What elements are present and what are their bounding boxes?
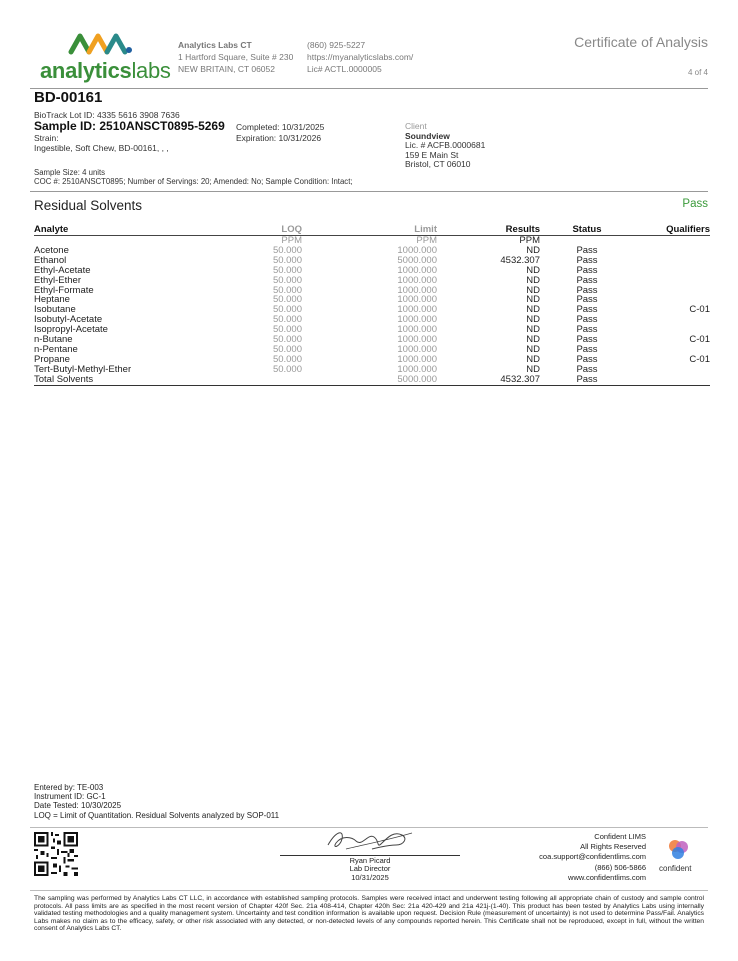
signatory-title: Lab Director — [349, 864, 391, 874]
client-name: Soundview — [405, 130, 450, 141]
analyte-cell: Isobutyl-Acetate — [34, 314, 103, 326]
status-cell: Pass — [576, 254, 598, 266]
sample-size: Sample Size: 4 units — [34, 168, 106, 177]
analyte-cell: Tert-Butyl-Methyl-Ether — [34, 363, 132, 375]
limit-cell: 1000.000 — [397, 294, 437, 306]
analyte-cell: Propane — [34, 353, 70, 365]
qualifier-cell: C-01 — [689, 304, 710, 316]
qr-code-icon[interactable] — [34, 832, 78, 876]
unit-limit: PPM — [416, 235, 437, 246]
result-cell: ND — [526, 294, 540, 306]
qualifier-cell: C-01 — [689, 334, 710, 346]
lab-name: Analytics Labs CT — [178, 40, 252, 50]
unit-results: PPM — [519, 235, 540, 246]
client-label: Client — [405, 121, 427, 131]
table-row — [34, 335, 710, 345]
header-status: Status — [540, 224, 634, 236]
limit-cell: 1000.000 — [397, 334, 437, 346]
strain-label: Strain: — [34, 133, 59, 143]
client-address-2: Bristol, CT 06010 — [405, 159, 471, 169]
total-qualifier-cell — [634, 375, 710, 385]
total-row — [34, 375, 710, 385]
confident-name: Confident LIMS — [594, 832, 646, 841]
result-cell: ND — [526, 304, 540, 316]
table-row — [34, 305, 710, 315]
page-number: 4 of 4 — [687, 68, 708, 77]
status-cell: Pass — [576, 264, 598, 276]
client-block — [405, 122, 485, 170]
status-cell: Pass — [576, 244, 598, 256]
table-row — [34, 286, 710, 296]
qualifier-cell — [634, 365, 710, 375]
table-row — [34, 365, 710, 375]
client-license: Lic. # ACFB.0000681 — [405, 140, 486, 150]
qualifier-cell — [634, 276, 710, 286]
sample-description: Ingestible, Soft Chew, BD-00161, , , — [34, 143, 169, 153]
signatory — [330, 857, 410, 882]
analyte-cell: Ethyl-Acetate — [34, 264, 91, 276]
qualifier-cell — [634, 286, 710, 296]
residual-solvents-table — [34, 224, 710, 386]
analytics-labs-logo-icon — [68, 30, 134, 56]
table-row — [34, 246, 710, 256]
section-title: Residual Solvents — [34, 198, 143, 213]
lab-license: Lic# ACTL.0000005 — [307, 64, 382, 74]
document-title: Certificate of Analysis — [574, 34, 708, 50]
limit-cell: 1000.000 — [397, 304, 437, 316]
result-cell: ND — [526, 244, 540, 256]
client-address-1: 159 E Main St — [405, 149, 459, 160]
result-cell: 4532.307 — [500, 254, 540, 266]
table-row — [34, 345, 710, 355]
table-row — [34, 276, 710, 286]
loq-cell: 50.000 — [272, 343, 302, 355]
result-cell: ND — [526, 264, 540, 276]
status-cell: Pass — [576, 334, 598, 346]
confident-rights: All Rights Reserved — [580, 842, 646, 852]
total-limit-cell: 5000.000 — [302, 375, 437, 385]
sample-id: Sample ID: 2510ANSCT0895-5269 — [34, 119, 225, 133]
analyte-cell: n-Butane — [34, 334, 73, 346]
lab-contact — [307, 39, 413, 75]
limit-cell: 1000.000 — [397, 284, 437, 296]
test-notes — [34, 783, 279, 820]
status-cell: Pass — [576, 324, 598, 336]
limit-cell: 1000.000 — [397, 264, 437, 276]
limit-cell: 1000.000 — [397, 343, 437, 355]
header-results: Results — [437, 224, 540, 236]
logo-wordmark: analyticslabs — [40, 58, 171, 83]
analyte-cell: Isopropyl-Acetate — [34, 324, 108, 336]
lab-address: Analytics Labs CT 1 Hartford Square, Suite # 230 NEW BRITAIN, CT 06052 — [178, 40, 294, 74]
section-result-badge: Pass — [682, 198, 708, 210]
result-cell: ND — [526, 334, 540, 346]
loq-cell: 50.000 — [272, 314, 302, 326]
total-result-cell: 4532.307 — [437, 375, 540, 385]
status-cell: Pass — [576, 363, 598, 375]
signature-icon — [322, 827, 418, 855]
limit-cell: 1000.000 — [397, 353, 437, 365]
signatory-name: Ryan Picard — [349, 856, 391, 865]
status-cell: Pass — [576, 343, 598, 355]
status-cell: Pass — [576, 353, 598, 365]
loq-cell: 50.000 — [272, 363, 302, 375]
coc-info: COC #: 2510ANSCT0895; Number of Servings: 20; Amended: No; Sample Condition: Intact; — [34, 177, 353, 186]
header-analyte: Analyte — [34, 224, 234, 236]
qualifier-cell — [634, 256, 710, 266]
limit-cell: 1000.000 — [397, 314, 437, 326]
qualifier-cell — [634, 246, 710, 256]
table-row — [34, 325, 710, 335]
signature-date: 10/31/2025 — [351, 872, 389, 882]
units-row — [34, 236, 710, 246]
loq-cell: 50.000 — [272, 304, 302, 316]
result-cell: ND — [526, 353, 540, 365]
table-row — [34, 266, 710, 276]
result-cell: ND — [526, 274, 540, 286]
loq-cell: 50.000 — [272, 274, 302, 286]
result-cell: ND — [526, 363, 540, 375]
loq-cell: 50.000 — [272, 254, 302, 266]
biotrack-lot: BioTrack Lot ID: 4335 5616 3908 7636 — [34, 110, 180, 120]
lab-phone: (860) 925-5227 — [307, 40, 366, 50]
header-limit: Limit — [302, 224, 437, 236]
loq-note: LOQ = Limit of Quantitation. Residual Solvents analyzed by SOP-011 — [34, 810, 280, 820]
lab-website[interactable]: https://myanalyticslabs.com/ — [307, 52, 414, 62]
loq-cell: 50.000 — [272, 334, 302, 346]
total-status-cell: Pass — [540, 375, 634, 385]
qualifier-cell: C-01 — [689, 353, 710, 365]
loq-cell: 50.000 — [272, 284, 302, 296]
analyte-cell: Ethanol — [34, 254, 67, 266]
analyte-cell: Acetone — [34, 244, 69, 256]
confident-logo-icon — [666, 838, 692, 862]
confident-website[interactable]: www.confidentlims.com — [568, 872, 646, 882]
result-cell: ND — [526, 324, 540, 336]
limit-cell: 1000.000 — [397, 363, 437, 375]
confident-info — [539, 832, 646, 883]
qualifier-cell — [634, 315, 710, 325]
table-row — [34, 315, 710, 325]
status-cell: Pass — [576, 294, 598, 306]
expiration-date: Expiration: 10/31/2026 — [236, 133, 322, 143]
result-cell: ND — [526, 284, 540, 296]
qualifier-cell — [634, 266, 710, 276]
confident-logo-text: confident — [659, 864, 692, 873]
loq-cell: 50.000 — [272, 294, 302, 306]
limit-cell: 5000.000 — [397, 254, 437, 266]
batch-number: BD-00161 — [34, 89, 103, 106]
unit-loq: PPM — [281, 235, 302, 246]
table-header-row — [34, 224, 710, 236]
status-cell: Pass — [576, 274, 598, 286]
header-qualifiers: Qualifiers — [634, 224, 710, 236]
entered-by: Entered by: TE-003 — [34, 783, 104, 792]
table-row — [34, 256, 710, 266]
result-cell: ND — [526, 343, 540, 355]
total-analyte-cell: Total Solvents — [34, 375, 234, 385]
instrument-id: Instrument ID: GC-1 — [34, 792, 106, 802]
analyte-cell: n-Pentane — [34, 343, 78, 355]
completed-date: Completed: 10/31/2025 — [236, 122, 325, 132]
disclaimer-divider — [30, 890, 708, 891]
status-cell: Pass — [576, 314, 598, 326]
limit-cell: 1000.000 — [397, 324, 437, 336]
loq-cell: 50.000 — [272, 264, 302, 276]
loq-cell: 50.000 — [272, 244, 302, 256]
date-tested: Date Tested: 10/30/2025 — [34, 801, 122, 811]
loq-cell: 50.000 — [272, 353, 302, 365]
section-divider — [30, 191, 708, 192]
status-cell: Pass — [576, 304, 598, 316]
header-divider — [30, 88, 708, 89]
confident-phone: (866) 506-5866 — [594, 862, 646, 872]
disclaimer-text: The sampling was performed by Analytics Labs CT LLC, in accordance with established sampling protocols. Samples were received intact and underwent testing following all appropriate chain of custody and sample control protocols. All pass limits are as specified in the most recent version of Chapter 420f Sec. 21a 408-414, Chapter 420h Sec: 21a 420-429 and 21a 421j-(1-40). This product has been tested by Analytics Labs using internally validated testing methodologies and a quality management system. Uncertainty and test condition information is available upon request. Decision Rule (measurement of uncertainty) is not used to determine Pass/Fail. Analytics Labs makes no claim as to the efficacy, safety, or other risk associated with any detected, or non-detected levels of any compounds reported herein. This Certificate shall not be reproduced, except in full, without the written consent of Analytics Labs CT. — [34, 895, 704, 933]
loq-cell: 50.000 — [272, 324, 302, 336]
table-row — [34, 295, 710, 305]
analyte-cell: Isobutane — [34, 304, 76, 316]
total-loq-cell — [234, 375, 302, 385]
limit-cell: 1000.000 — [397, 274, 437, 286]
header-loq: LOQ — [234, 224, 302, 236]
analyte-cell: Heptane — [34, 294, 70, 306]
limit-cell: 1000.000 — [397, 244, 437, 256]
status-cell: Pass — [576, 284, 598, 296]
analyte-cell: Ethyl-Formate — [34, 284, 94, 296]
analyte-cell: Ethyl-Ether — [34, 274, 81, 286]
result-cell: ND — [526, 314, 540, 326]
table-row — [34, 355, 710, 365]
confident-email[interactable]: coa.support@confidentlims.com — [539, 852, 646, 862]
